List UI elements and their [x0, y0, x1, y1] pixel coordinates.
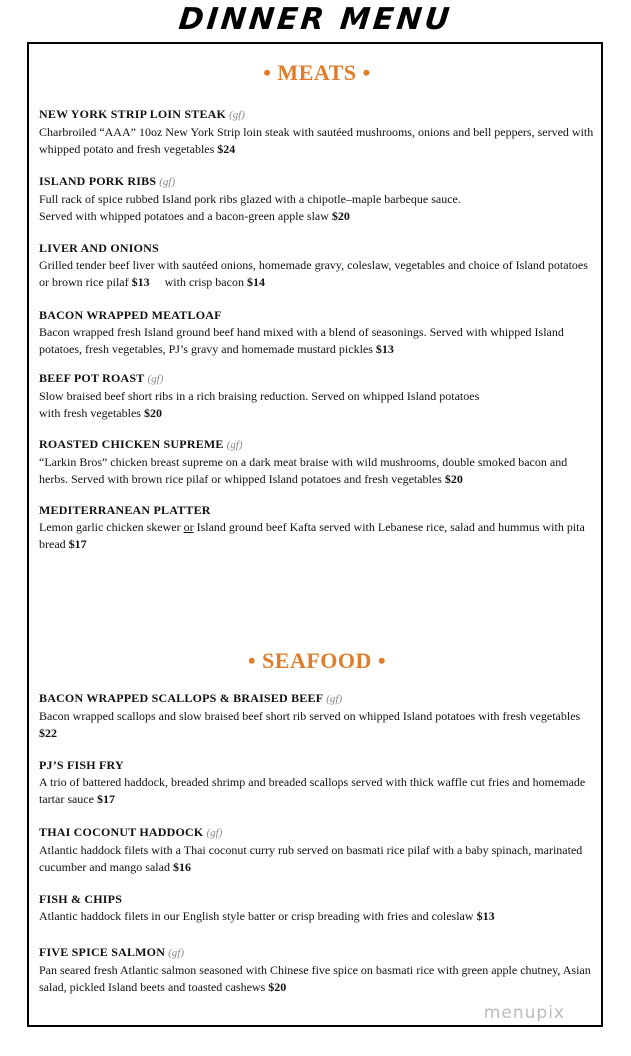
item-description-text: Atlantic haddock filets with a Thai coconut curry rub served on basmati rice pilaf with a baby spinach, marinated cucumber and mango salad: [39, 842, 583, 874]
menu-item-fish-fry: [39, 757, 595, 807]
menu-item-pot-roast: [39, 370, 595, 421]
item-price: $13: [476, 908, 495, 923]
item-description-text: Atlantic haddock filets in our English style batter or crisp breading with fries and coleslaw: [39, 908, 474, 923]
gluten-free-tag: (gf): [168, 947, 184, 959]
item-price: $13: [131, 274, 150, 289]
item-description: [39, 708, 595, 742]
item-description-text: Bacon wrapped fresh Island ground beef hand mixed with a blend of seasonings. Served with whipped Island potatoes, fresh vegetables, PJ’s gravy and homemade mustard pickles: [39, 324, 564, 356]
item-description: [39, 257, 595, 291]
item-name: ROASTED CHICKEN SUPREME: [39, 437, 224, 451]
menu-item-thai-haddock: [39, 824, 595, 875]
item-price: $24: [217, 141, 236, 156]
item-name: BACON WRAPPED SCALLOPS & BRAISED BEEF: [39, 691, 324, 705]
item-name: THAI COCONUT HADDOCK: [39, 825, 204, 839]
item-description-text: Grilled tender beef liver with sautéed onions, homemade gravy, coleslaw, vegetables and choice of Island potatoes or brown rice pilaf: [39, 257, 588, 289]
item-description-line-2: [39, 208, 595, 225]
menu-item-pork-ribs: [39, 173, 595, 224]
item-price: $17: [68, 536, 87, 551]
item-name: NEW YORK STRIP LOIN STEAK: [39, 107, 227, 121]
meats-heading: • MEATS •: [263, 60, 371, 85]
item-name: BACON WRAPPED MEATLOAF: [39, 308, 222, 322]
seafood-heading: • SEAFOOD •: [247, 648, 387, 673]
item-description-text: with fresh vegetables: [39, 405, 141, 420]
item-name: MEDITERRANEAN PLATTER: [39, 503, 211, 517]
gluten-free-tag: (gf): [206, 827, 223, 839]
item-name: FISH & CHIPS: [39, 892, 123, 906]
item-price: $22: [39, 725, 57, 740]
menu-item-scallops-beef: [39, 690, 595, 741]
item-price: $20: [268, 979, 287, 994]
menu-item-meatloaf: [39, 307, 595, 357]
menu-item-liver-onions: [39, 240, 595, 290]
item-name: LIVER AND ONIONS: [39, 241, 159, 255]
menu-frame: [27, 42, 603, 1027]
item-extra: with crisp bacon: [164, 274, 244, 289]
item-description-text-a: Lemon garlic chicken skewer: [39, 519, 181, 534]
item-price: $20: [331, 208, 350, 223]
item-description-line-1: Slow braised beef short ribs in a rich braising reduction. Served on whipped Island potatoes: [39, 388, 480, 403]
item-extra-price: $14: [246, 274, 265, 289]
item-description: [39, 324, 595, 358]
item-description-line-2: [39, 405, 595, 422]
item-name: BEEF POT ROAST: [39, 371, 145, 385]
item-description: [39, 454, 595, 488]
item-name: FIVE SPICE SALMON: [39, 945, 166, 959]
item-description: [39, 842, 595, 876]
item-name: ISLAND PORK RIBS: [39, 174, 157, 188]
watermark: menupix: [483, 1003, 565, 1023]
item-price: $17: [96, 791, 115, 806]
menu-title: DINNER MENU: [177, 2, 454, 37]
item-description-text: A trio of battered haddock, breaded shrimp and breaded scallops served with thick waffle cut fries and homemade tartar sauce: [39, 774, 586, 806]
gluten-free-tag: (gf): [229, 109, 245, 121]
item-price: $16: [172, 859, 191, 874]
item-description-text: Charbroiled “AAA” 10oz New York Strip loin steak with sautéed mushrooms, onions and bell peppers, served with whipped potato and fresh vegetables: [39, 124, 594, 156]
item-price: $13: [375, 341, 394, 356]
item-description: [39, 908, 595, 925]
item-name: PJ’S FISH FRY: [39, 758, 124, 772]
item-description-text: Bacon wrapped scallops and slow braised beef short rib served on whipped Island potatoes with fresh vegetables: [39, 708, 581, 723]
menu-item-five-spice-salmon: [39, 944, 595, 995]
gluten-free-tag: (gf): [147, 373, 164, 385]
menu-item-chicken-supreme: [39, 436, 595, 487]
item-description-text: “Larkin Bros” chicken breast supreme on a dark meat braise with wild mushrooms, double smoked bacon and herbs. Served with brown rice pilaf or whipped Island potatoes and fresh vegetables: [39, 454, 568, 486]
item-price: $20: [444, 471, 463, 486]
gluten-free-tag: (gf): [159, 176, 176, 188]
menu-item-ny-strip: [39, 106, 595, 157]
menu-item-fish-chips: [39, 891, 595, 925]
item-description: [39, 519, 595, 553]
item-description-or: or: [183, 519, 194, 534]
item-description-text: Served with whipped potatoes and a bacon-green apple slaw: [39, 208, 329, 223]
item-description: [39, 774, 595, 808]
gluten-free-tag: (gf): [226, 439, 243, 451]
item-description: [39, 124, 595, 158]
item-description-line-1: Full rack of spice rubbed Island pork ribs glazed with a chipotle–maple barbeque sauce.: [39, 191, 461, 206]
item-description-text-b: Island ground beef Kafta served with Lebanese rice, salad and hummus with pita bread: [39, 519, 585, 551]
item-price: $20: [143, 405, 162, 420]
menu-item-mediterranean: [39, 502, 595, 552]
gluten-free-tag: (gf): [326, 693, 343, 705]
item-description-text: Pan seared fresh Atlantic salmon seasoned with Chinese five spice on basmati rice with green apple chutney, Asian salad, pickled Island beets and toasted cashews: [39, 962, 591, 994]
item-description: [39, 962, 595, 996]
